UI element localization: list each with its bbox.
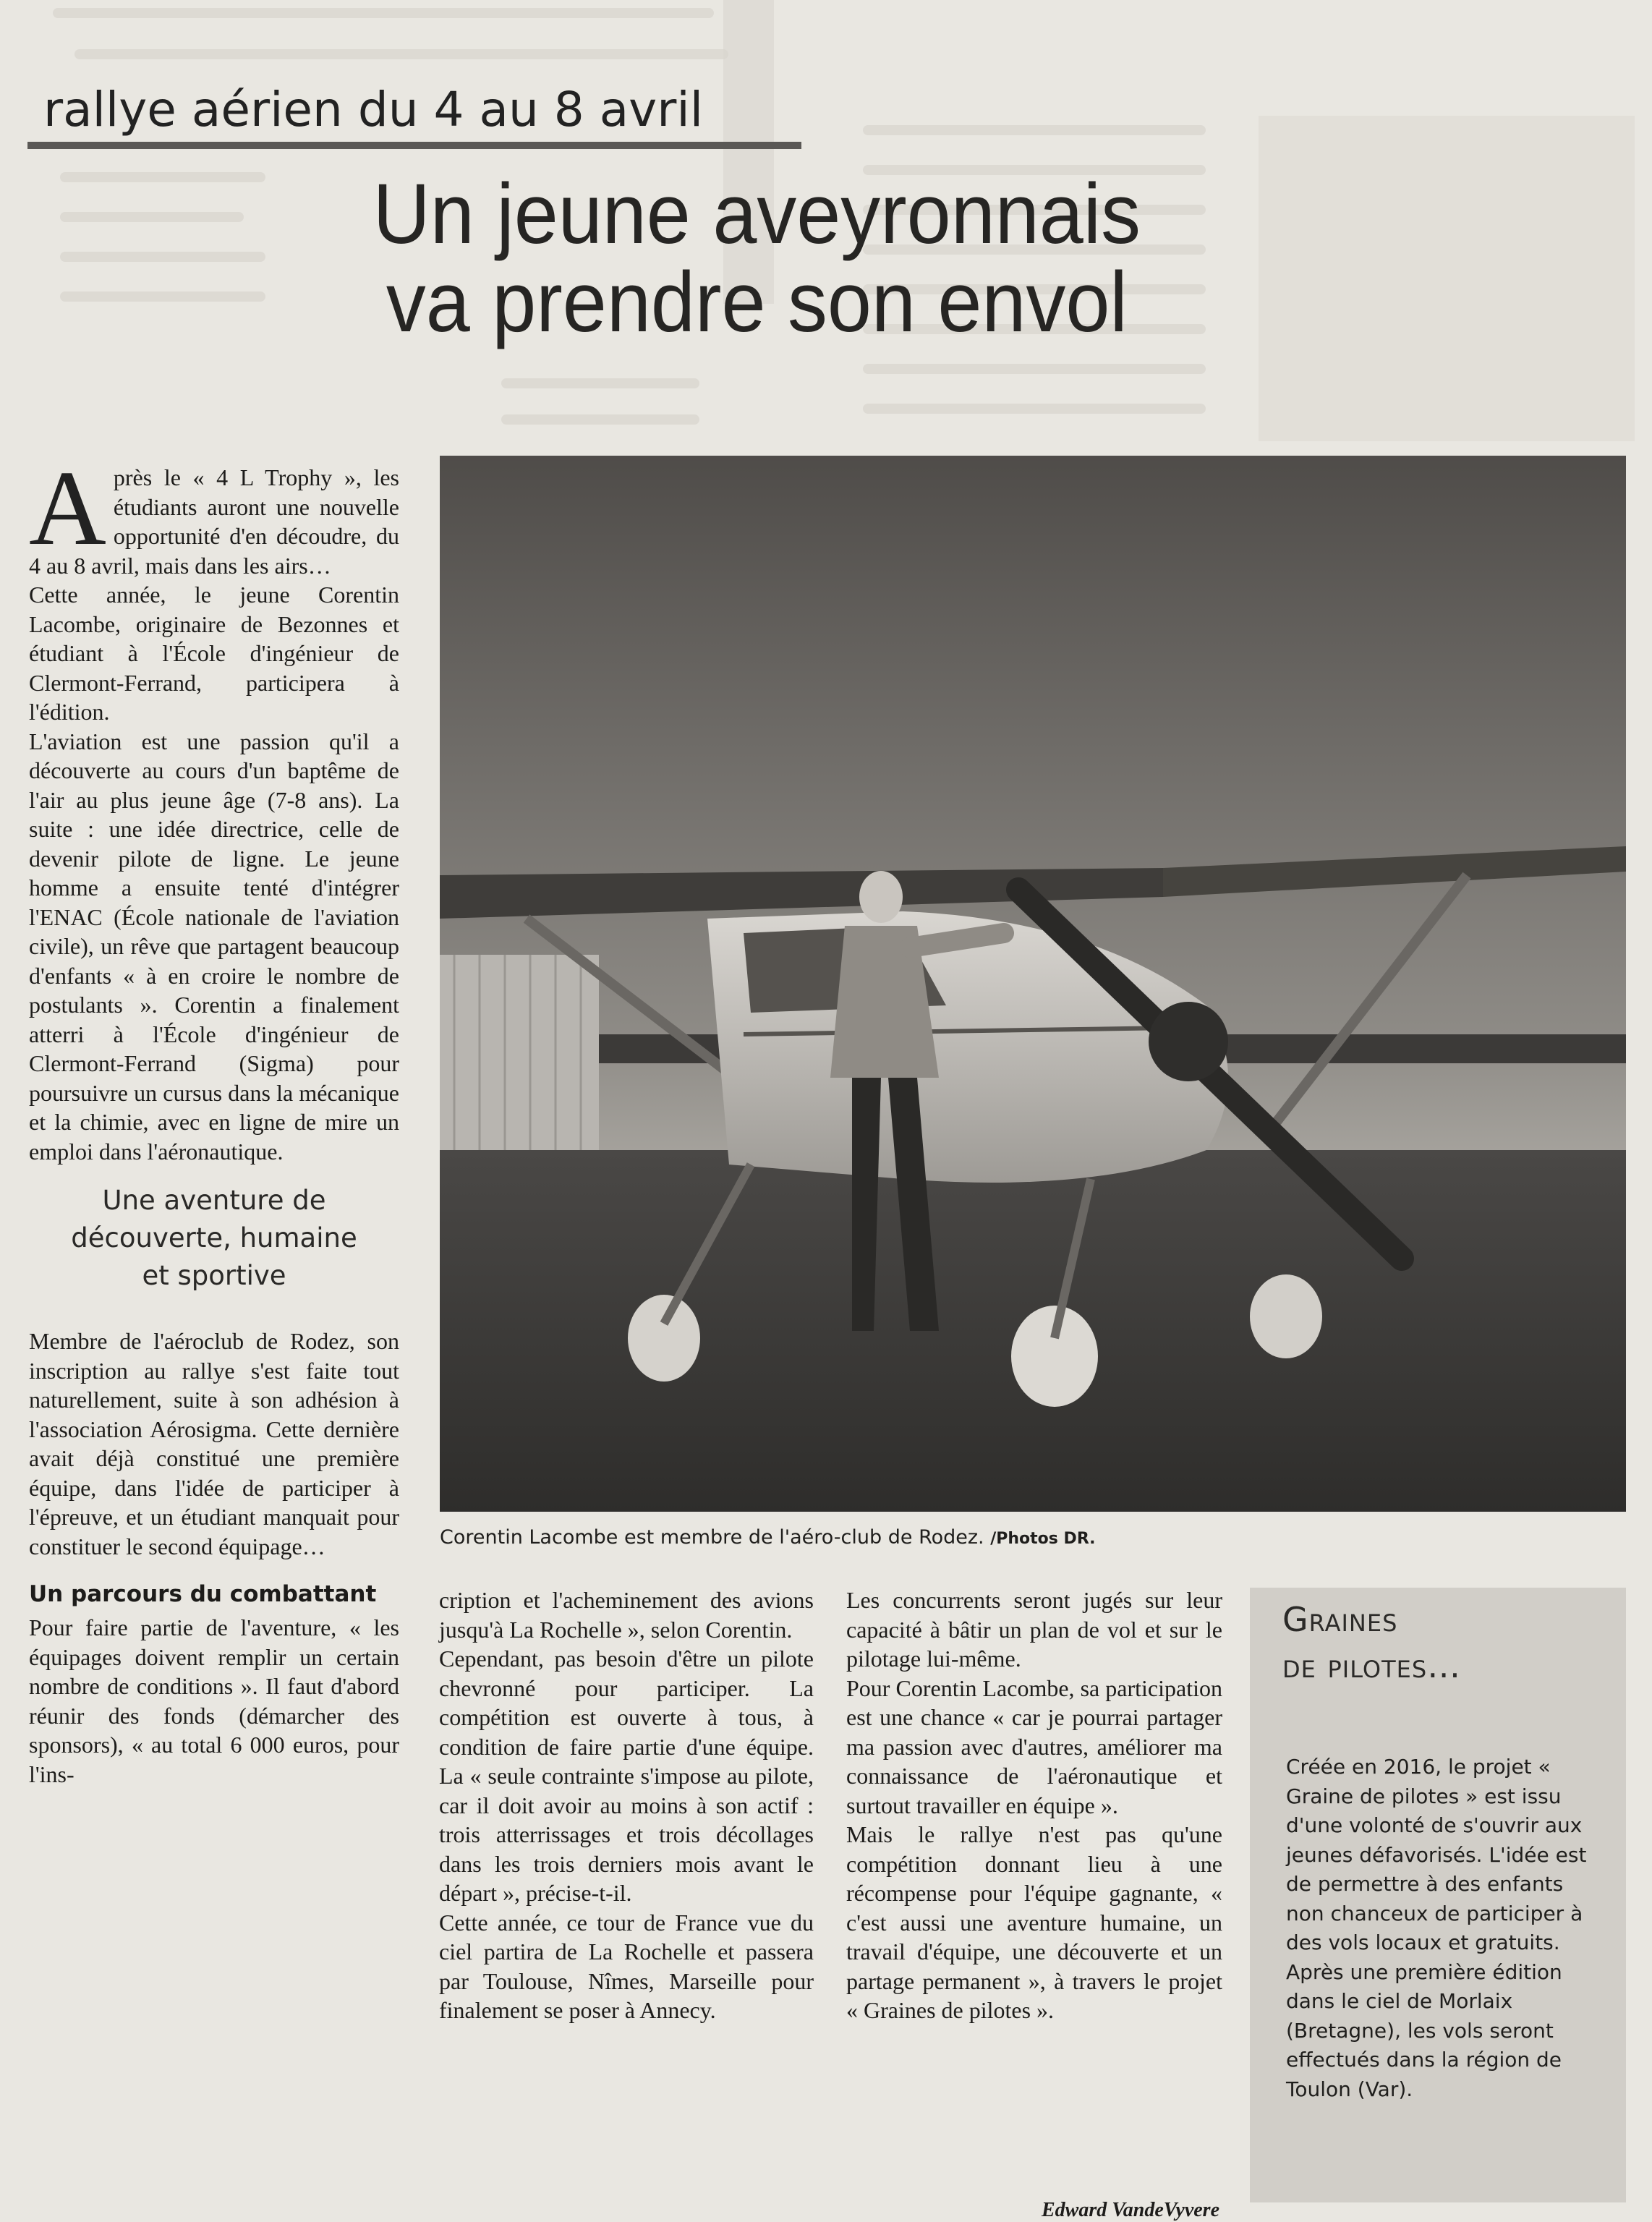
sidebar-title-line-2: de pilotes… [1282, 1646, 1462, 1685]
kicker-text: rallye aérien du 4 au 8 avril [43, 82, 704, 137]
airplane-photo-illustration [440, 456, 1626, 1512]
body-paragraph: Mais le rallye n'est pas qu'une compétition donnant lieu à une récompense pour l'équipe gagnante, « c'est aussi une aventure humaine, un travail d'équipe, une découverte et un partage permanent », à travers le projet « Graines de pilotes ». [846, 1821, 1222, 2023]
intro-paragraph: près le « 4 L Trophy », les étudiants auront une nouvelle opportunité d'en découdre, du 4 au 8 avril, mais dans les airs… [29, 464, 399, 579]
body-paragraph: Les concurrents seront jugés sur leur capacité à bâtir un plan de vol et sur le pilotage lui-même. [846, 1587, 1222, 1672]
caption-text: Corentin Lacombe est membre de l'aéro-club de Rodez. [440, 1526, 984, 1549]
article-photo [440, 456, 1626, 1512]
sidebar-body: Créée en 2016, le projet « Graine de pilotes » est issu d'une volonté de s'ouvrir aux jeunes défavorisés. L'idée est de permettre à des enfants non chanceux de participer à des vols locaux et gratuits. Après une première édition dans le ciel de Morlaix (Bretagne), les vols seront effectués dans la région de Toulon (Var). [1286, 1755, 1587, 2101]
article-kicker [27, 78, 801, 149]
sidebar-box [1250, 1588, 1626, 2202]
body-paragraph: Pour faire partie de l'aventure, « les équipages doivent remplir un certain nombre de conditions ». Il faut d'abord réunir des fonds (démarcher des sponsors), « au total 6 000 euros, pour l'ins- [29, 1614, 399, 1787]
photo-credit: /Photos DR. [990, 1530, 1096, 1548]
body-paragraph: Cette année, le jeune Corentin Lacombe, originaire de Bezonnes et étudiant à l'École d'ingénieur de Clermont-Ferrand, participera à l'édition. [29, 582, 399, 725]
body-paragraph: Cependant, pas besoin d'être un pilote chevronné pour participer. La compétition est ouverte à tous, à condition de faire partie d'une équipe. La « seule contrainte s'impose au pilote, car il doit avoir au moins à son actif : trois atterrissages et trois décollages dans les trois derniers mois avant le départ », précise-t-il. [439, 1646, 814, 1906]
article-column-2 [439, 1585, 814, 2025]
body-paragraph: Membre de l'aéroclub de Rodez, son inscription au rallye s'est faite tout naturellement, suite à son adhésion à l'association Aérosigma. Cette dernière avait déjà constitué une première équipe, dans l'idée de participer à l'épreuve, et un étudiant manquait pour constituer le second équipage… [29, 1328, 399, 1559]
photo-caption [440, 1524, 1626, 1553]
body-paragraph: cription et l'acheminement des avions jusqu'à La Rochelle », selon Corentin. [439, 1587, 814, 1643]
section-subhead: Une aventure de découverte, humaine et sportive [71, 1185, 357, 1291]
drop-cap: A [29, 449, 106, 568]
sidebar-title-line-1: Graines [1282, 1600, 1398, 1639]
article-headline [145, 166, 1369, 350]
author-signature: Edward VandeVyvere [1041, 2199, 1219, 2221]
body-paragraph: Pour Corentin Lacombe, sa participation est une chance « car je pourrai partager ma passion avec d'autres, améliorer ma connaissance de l'aéronautique et surtout travailler en équipe ». [846, 1674, 1222, 1818]
headline-line-2: va prendre son envol [386, 255, 1128, 350]
body-paragraph: Cette année, ce tour de France vue du ciel partira de La Rochelle et passera par Toulouse, Nîmes, Marseille pour finalement se poser à Annecy. [439, 1909, 814, 2023]
article-column-1 [29, 449, 399, 1789]
section-subheading: Un parcours du combattant [29, 1581, 377, 1607]
body-paragraph: L'aviation est une passion qu'il a découverte au cours d'un baptême de l'air au plus jeune âge (7-8 ans). La suite : une idée directrice, celle de devenir pilote de ligne. Le jeune homme a ensuite tenté d'intégrer l'ENAC (École nationale de l'aviation civile), un rêve que partagent beaucoup d'enfants « à en croire le nombre de postulants ». Corentin a finalement atterri à l'École d'ingénieur de Clermont-Ferrand (Sigma) pour poursuivre un cursus dans la mécanique et la chimie, avec en ligne de mire un emploi dans l'aéronautique. [29, 728, 399, 1165]
headline-line-1: Un jeune aveyronnais [372, 166, 1141, 262]
article-column-3 [846, 1585, 1222, 2025]
sidebar-title [1282, 1596, 1615, 1689]
